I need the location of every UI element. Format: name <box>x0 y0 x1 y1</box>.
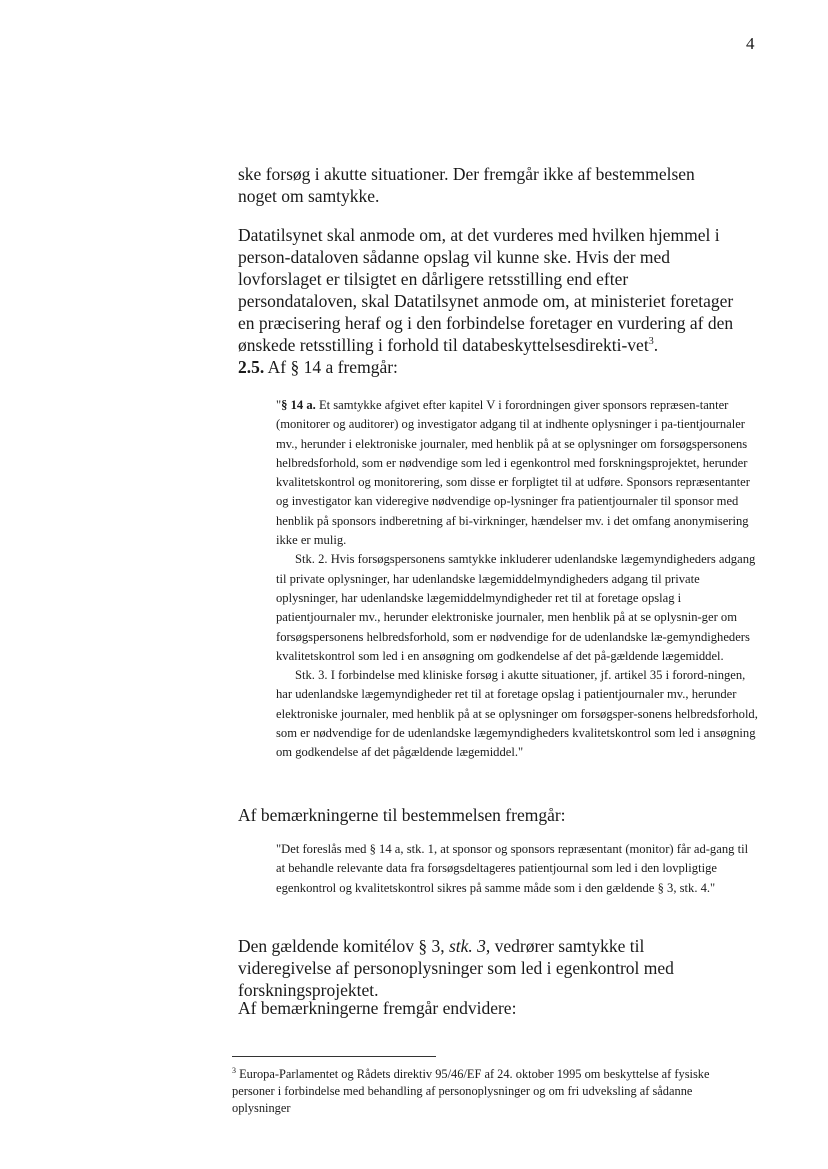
quote-block-1 <box>276 396 760 763</box>
quote-1-paragraph-2: Stk. 2. Hvis forsøgspersonens samtykke inkluderer udenlandske lægemyndigheders adgang til private oplysninger, har udenlandske lægemiddelmyndigheders adgang til private oplysninger, har udenlandske lægemiddelmyndigheder ret til at foretage opslag i patientjournaler mv., herunder elektroniske journaler, men henblik på at se oplysnin-ger om forsøgspersonens helbredsforhold, som er nødvendige for de udenlandske læ-gemyndigheders kvalitetskontrol som led i en ansøgning om godkendelse af det på-gældende lægemiddel. <box>276 552 756 663</box>
footnote-reference[interactable]: 3 <box>648 336 654 348</box>
section-heading <box>238 356 398 378</box>
quote-section-ref: § 14 a. <box>281 398 316 412</box>
paragraph-4 <box>238 935 738 1001</box>
paragraph-5: Af bemærkningerne fremgår endvidere: <box>238 998 517 1018</box>
page-number: 4 <box>746 34 755 53</box>
section-title: Af § 14 a fremgår: <box>267 357 398 377</box>
paragraph-4-before: Den gældende komitélov § 3, <box>238 936 449 956</box>
quote-2-text: "Det foreslås med § 14 a, stk. 1, at sponsor og sponsors repræsentant (monitor) får ad-gang til at behandle relevante data fra forsøgsdeltageres patientjournal som led i den lovpligtige egenkontrol og kvalitetskontrol sikres på samme måde som i den gældende § 3, stk. 4." <box>276 842 749 895</box>
paragraph-3: Af bemærkningerne til bestemmelsen fremgår: <box>238 805 566 825</box>
paragraph-4-italic: stk. 3 <box>448 936 486 956</box>
quote-open-mark: " <box>276 398 282 412</box>
paragraph-2 <box>238 224 738 356</box>
quote-1-text: Et samtykke afgivet efter kapitel V i forordningen giver sponsors repræsen-tanter (monitorer og auditorer) og investigator adgang til at indhente oplysninger i pa-tientjournaler mv., herunder i elektroniske journaler, med henblik på at se oplysninger om forsøgspersonens helbredsforhold, som er nødvendige som led i egenkontrol med forskningsprojektet, herunder kvalitetskontrol og monitorering, som disse er forpligtet til at udføre. Sponsors repræsentanter og investigator kan videregive nødvendige op-lysninger fra patientjournaler til sponsor med henblik på sponsors indberetning af bi-virkninger, hændelser mv. i det omfang anonymisering ikke er mulig. <box>276 398 750 548</box>
section-number: 2.5. <box>238 357 265 377</box>
footnote-rule <box>232 1056 436 1057</box>
paragraph-2-end: . <box>653 335 659 355</box>
quote-1-paragraph-1 <box>276 396 760 550</box>
quote-1-paragraph-3: Stk. 3. I forbindelse med kliniske forsøg i akutte situationer, jf. artikel 35 i forord-ningen, har udenlandske lægemyndigheder ret til at foretage opslag i patientjournaler mv., herunder elektroniske journaler, med henblik på at se oplysninger om forsøgsper-sonens helbredsforhold, som er nødvendige for de udenlandske lægemyndigheders kvalitetskontrol som led i ansøgning om godkendelse af det pågældende lægemiddel." <box>276 668 758 760</box>
footnote-marker: 3 <box>232 1065 236 1075</box>
paragraph-4-after: , vedrører samtykke til videregivelse af personoplysninger som led i egenkontrol med forskningsprojektet. <box>238 936 674 1000</box>
footnote <box>232 1066 752 1117</box>
footnote-text: Europa-Parlamentet og Rådets direktiv 95/46/EF af 24. oktober 1995 om beskyttelse af fysiske personer i forbindelse med behandling af personoplysninger og om fri udveksling af sådanne oplysninger <box>232 1067 710 1115</box>
quote-block-2 <box>276 840 760 898</box>
paragraph-1: ske forsøg i akutte situationer. Der fremgår ikke af bestemmelsen noget om samtykke. <box>238 164 695 206</box>
paragraph-2-text: Datatilsynet skal anmode om, at det vurderes med hvilken hjemmel i person-dataloven sådanne opslag vil kunne ske. Hvis der med lovforslaget er tilsigtet en dårligere retsstilling end efter persondataloven, skal Datatilsynet anmode om, at ministeriet foretager en præcisering heraf og i den forbindelse foretager en vurdering af den ønskede retsstilling i forhold til databeskyttelsesdirekti-vet <box>238 225 734 355</box>
